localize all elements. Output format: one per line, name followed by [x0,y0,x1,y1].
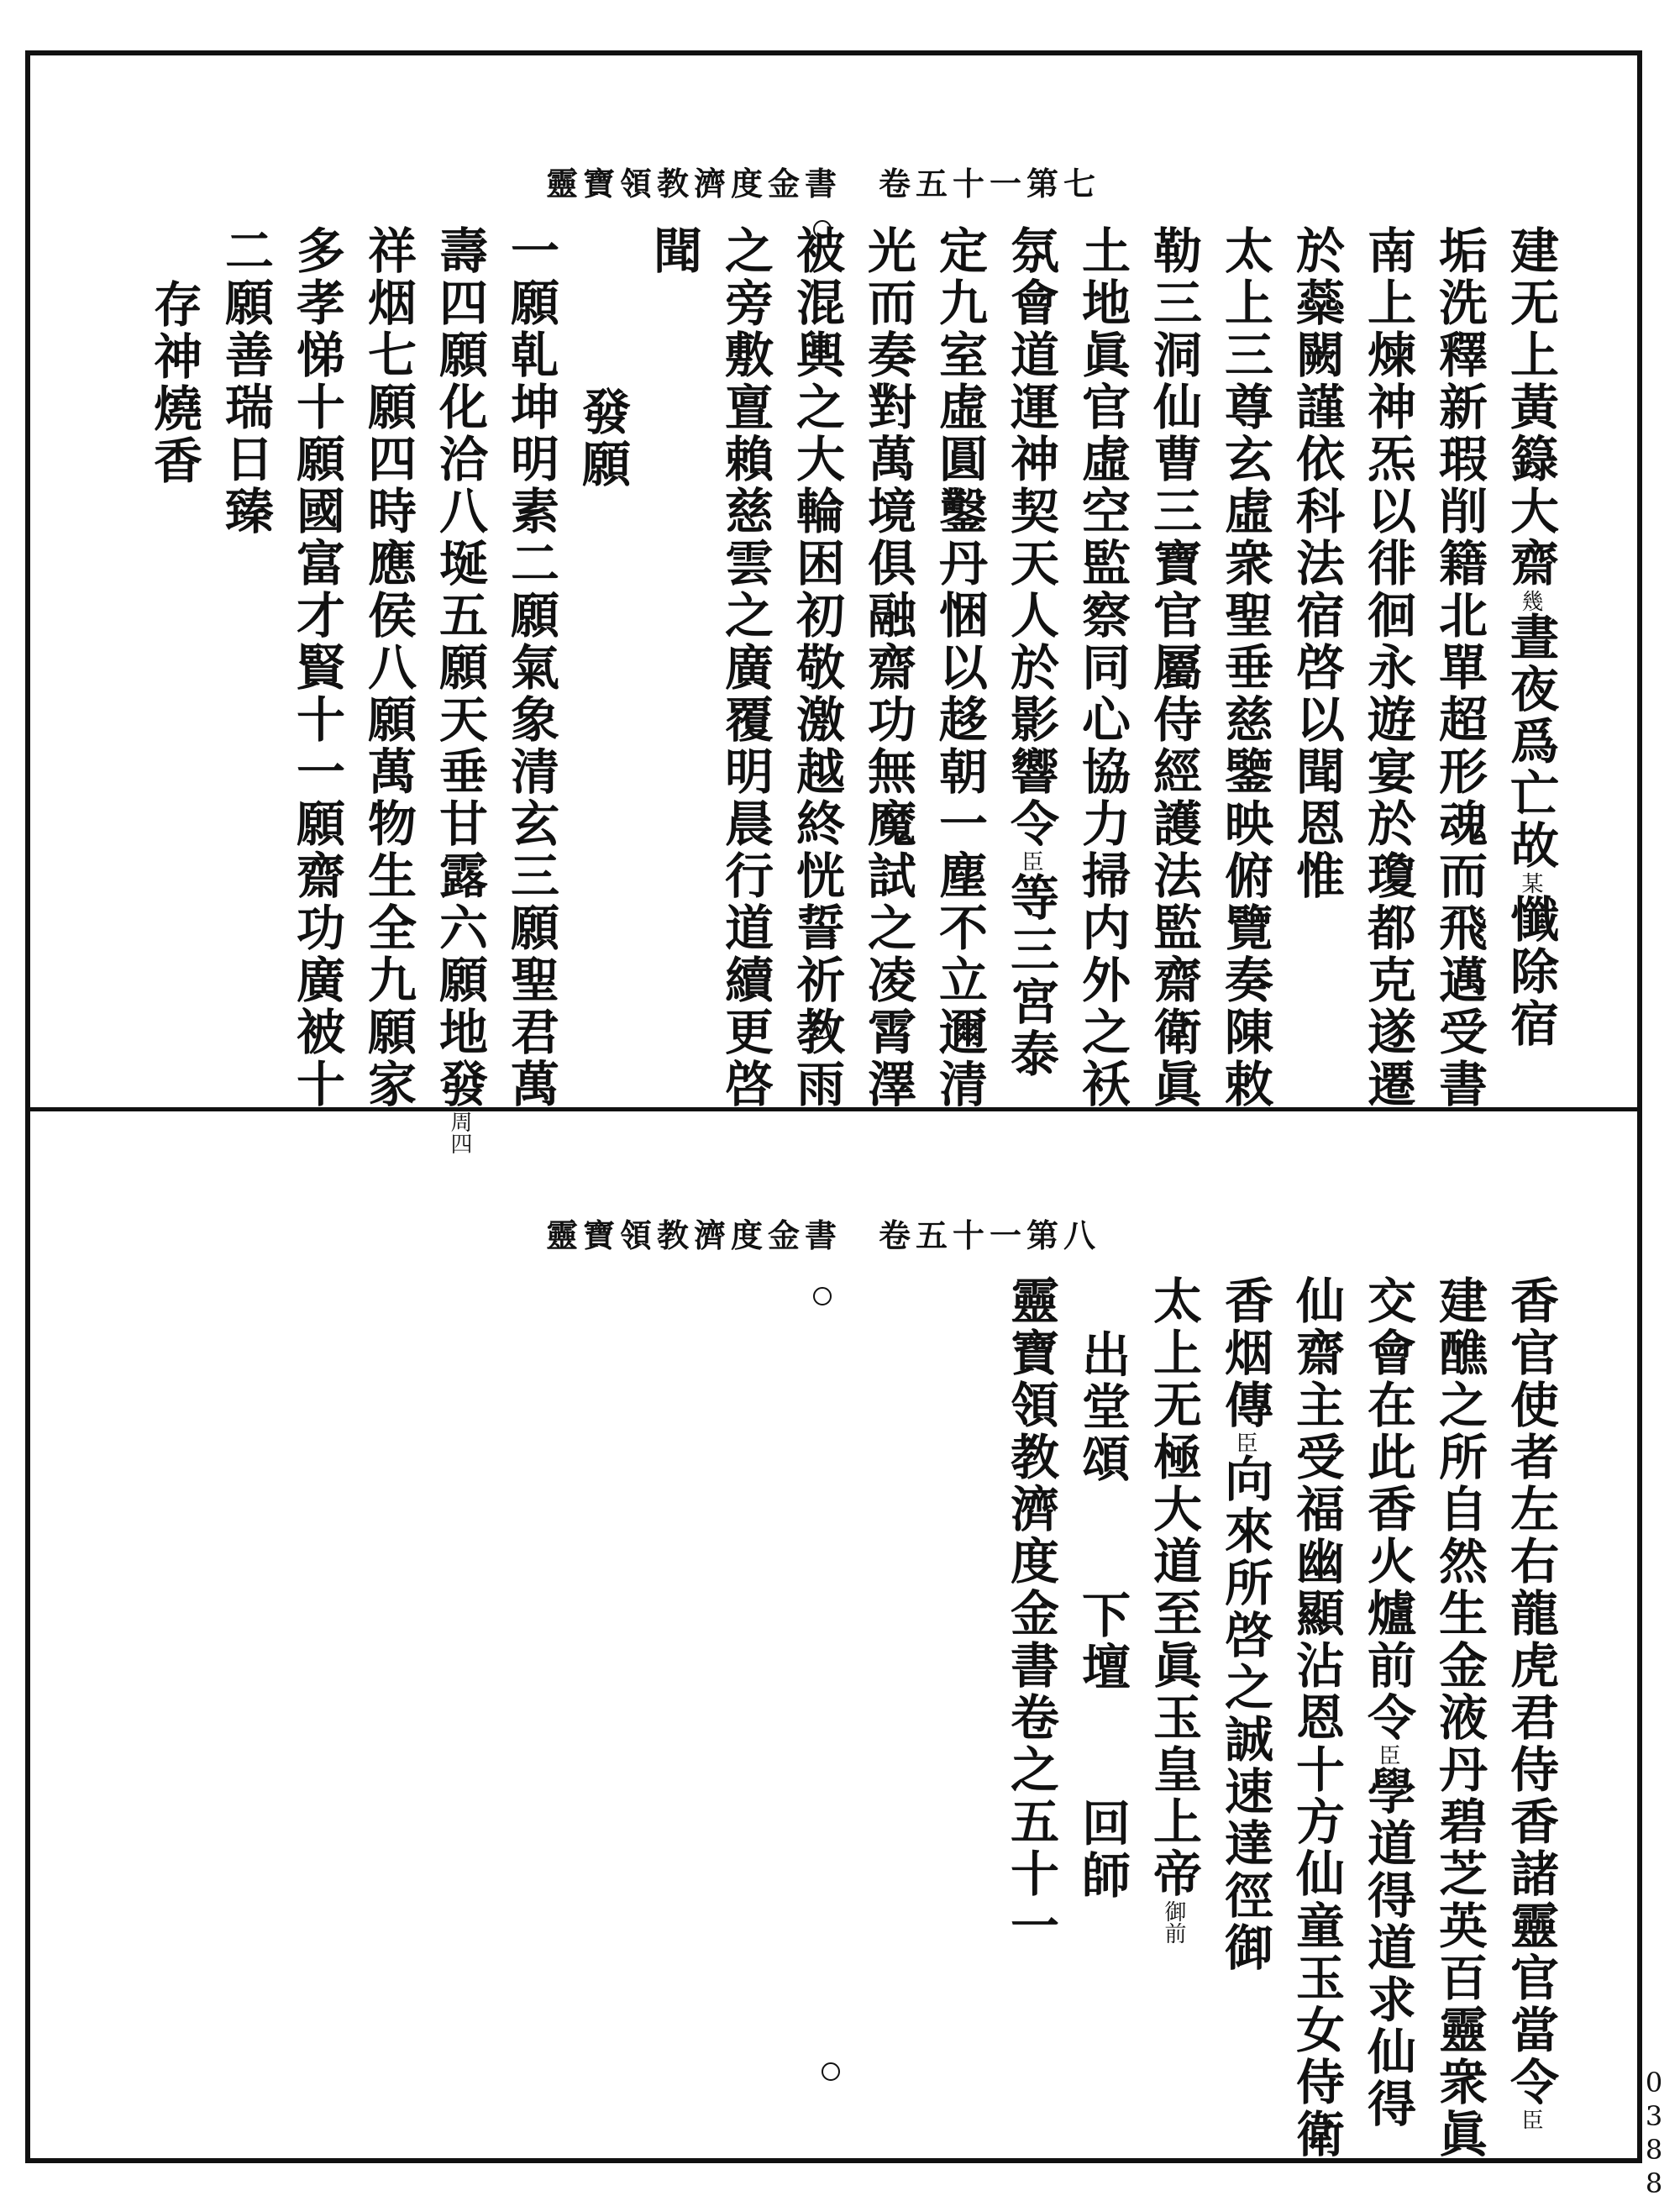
top-page-column [1504,225,1557,1050]
top-page-column [218,225,272,538]
top-page-column-text: 一願乹坤明素二願氣象清玄三願聖君萬 [502,225,559,1111]
bottom-page-interlinear-note: 臣 [1518,2109,1543,2130]
top-page-column [504,225,558,1111]
bottom-page-interlinear-note: 臣 [1232,1431,1257,1453]
top-page-column [1004,225,1058,1080]
top-page-column-text: 建无上黃籙大齋 [1502,225,1559,590]
top-page-header: 靈寶領教濟度金書 卷五十一第七 [546,165,1101,202]
top-page-column-text: 於蘂闕謹依科法宿啓以聞恩惟 [1288,225,1345,902]
top-page-column-text-cont: 懺除宿 [1502,894,1559,1050]
bottom-page-column [1504,1275,1557,2130]
top-page-column [1361,225,1415,1111]
bottom-page-column [1075,1329,1129,1902]
top-page-column-text: 氛會道運神契天人於影響令 [1002,225,1059,850]
top-page-column [647,225,701,277]
bottom-page-column [1361,1275,1415,2130]
top-page-column-text: 多孝悌十願國富才賢十一願齋功廣被十 [288,225,345,1111]
top-page-column-text: 土地眞官虛空監察同心協力掃内外之袄 [1074,225,1131,1111]
bottom-page-header: 靈寶領教濟度金書 卷五十一第八 [546,1216,1101,1254]
bottom-page-column-text: 太上无極大道至眞玉皇上帝 [1145,1275,1202,1900]
top-page-column [932,225,986,1111]
bottom-page-column [1432,1275,1486,2161]
top-page-interlinear-note: 某 [1518,872,1543,894]
top-page-column-text: 垢洗釋新瑕削籍北單超形魂而飛邁受書 [1431,225,1488,1111]
top-page-column-text: 光而奏對萬境俱融齋功無魔試之凌霄澤 [859,225,916,1111]
margin-circle-top-2 [813,1021,832,1039]
bottom-page-interlinear-note: 御前 [1161,1900,1186,1944]
bottom-page-column-text-cont: 學道得道求仙得 [1359,1766,1416,2130]
top-page-column-text: 被混輿之大輪困初敬激越終恍誓祈教雨 [788,225,845,1111]
bottom-page-column [1147,1275,1200,1944]
bottom-page-column-text-cont: 向來所啓之誠速達徑御 [1216,1453,1273,1974]
top-page-column-text: 發願 [574,386,631,491]
top-page-column [290,225,344,1111]
top-page-column [1218,225,1272,1111]
top-page-column-text: 太上三尊玄虛衆聖垂慈鑒映俯覽奏陳敕 [1216,225,1273,1111]
top-page-column [790,225,843,1111]
top-page-interlinear-note: 幾 [1518,590,1543,612]
top-page-column-text: 定九室虛圓鑿丹悃以趍朝一塵不立邇清 [931,225,988,1111]
top-page-column [718,225,772,1111]
top-page-column-text: 南上煉神炁以徘徊永遊宴於瓊都克遂遷 [1359,225,1416,1111]
top-page-column [1432,225,1486,1111]
top-page-column-text-cont: 晝夜爲亡故 [1502,612,1559,872]
top-page-column [1289,225,1343,902]
top-page-interlinear-note: 臣 [1018,850,1043,872]
bottom-page-column [1004,1275,1058,1952]
top-page-column [147,279,201,487]
top-page-column-text: 聞 [645,225,702,277]
bottom-page-column-text: 建醮之所自然生金液丹碧芝英百靈衆眞 [1431,1275,1488,2161]
top-page-column [575,386,629,491]
bottom-page-column-text: 靈寶領教濟度金書卷之五十一 [1002,1275,1059,1952]
top-page-column-text-cont: 等三宮泰 [1002,872,1059,1080]
top-page-column-text: 二願善瑞日臻 [217,225,274,538]
top-page-column-text: 存神燒香 [145,279,202,487]
margin-circle-top-1 [813,220,832,239]
bottom-page-column-text: 仙齋主受福幽顯沾恩十方仙童玉女侍衛 [1288,1275,1345,2161]
bottom-page-column-text: 香官使者左右龍虎君侍香諸靈官當令 [1502,1275,1559,2109]
top-page-interlinear-note: 周四 [447,1111,472,1154]
margin-circle-bottom-1 [813,1287,832,1305]
bottom-page-column-text: 交會在此香火爐前令 [1359,1275,1416,1744]
top-page-column [433,225,486,1154]
bottom-page-interlinear-note: 臣 [1375,1744,1400,1766]
top-page-column [1147,225,1200,1111]
bottom-page-column-text: 香烟傳 [1216,1275,1273,1431]
top-page-column-text: 祥烟七願四時應侯八願萬物生全九願家 [360,225,417,1111]
top-page-column [361,225,415,1111]
top-page-column [861,225,915,1111]
margin-circle-bottom-2 [822,2062,840,2081]
bottom-page-column-text: 出堂頌 下壇 回師 [1074,1329,1131,1902]
bottom-page-column [1289,1275,1343,2161]
top-page-column-text: 之旁敷亶賴慈雲之廣覆明晨行道續更啓 [717,225,774,1111]
top-page-column-text: 壽四願化洽八埏五願天垂甘露六願地發 [431,225,488,1111]
top-page-column-text: 勒三洞仙曹三寶官屬侍經護法監齋衛眞 [1145,225,1202,1111]
top-page-column [1075,225,1129,1111]
page-number: 0388 [1638,2067,1670,2201]
bottom-page-column [1218,1275,1272,1974]
